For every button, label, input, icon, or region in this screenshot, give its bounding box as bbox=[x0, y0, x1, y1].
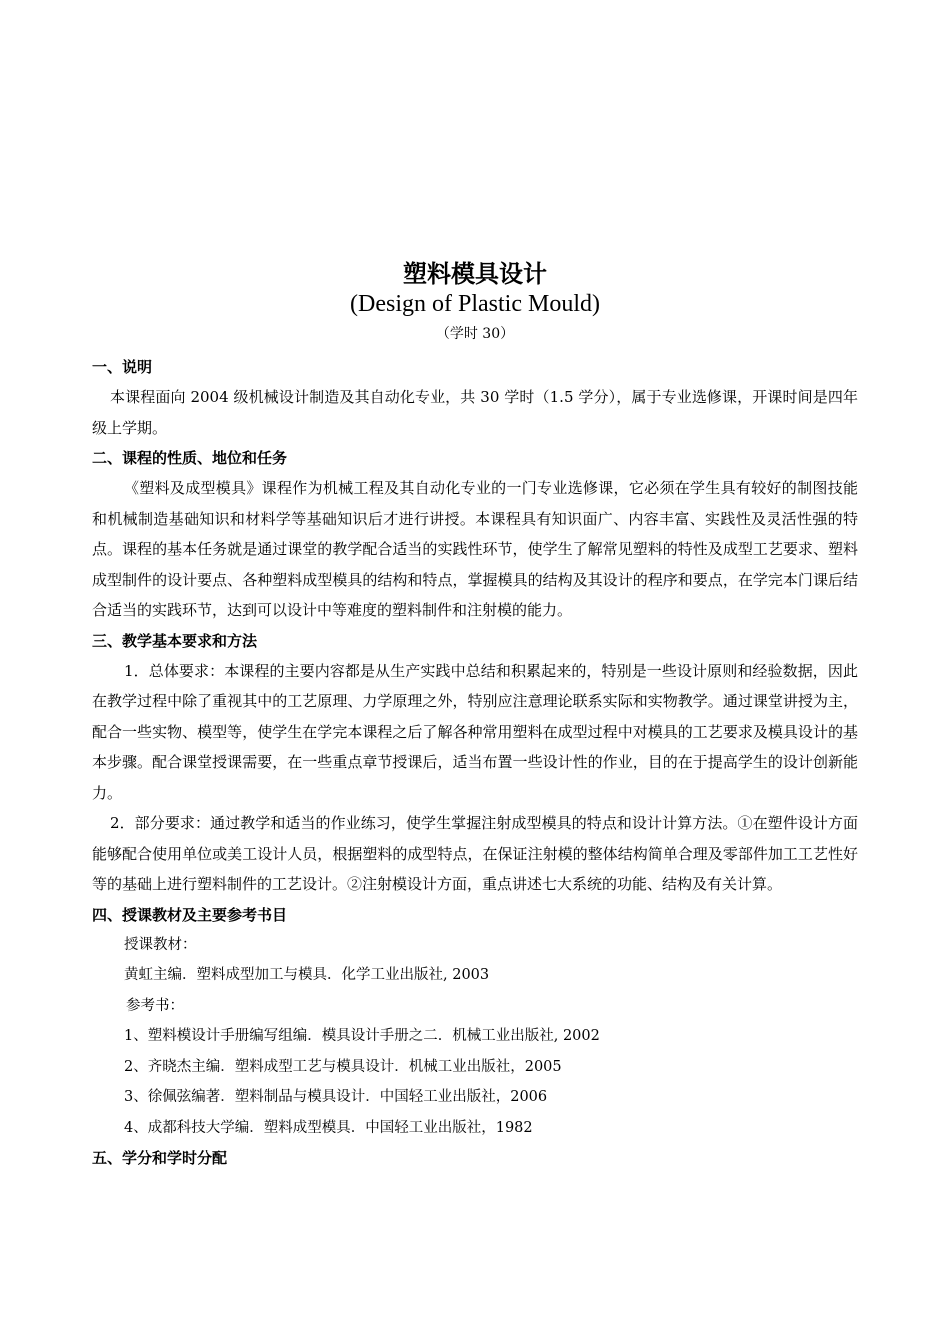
section-heading-credits: 五、学分和学时分配 bbox=[92, 1149, 228, 1167]
section-heading-description: 一、说明 bbox=[92, 358, 153, 376]
reference-item: 1、塑料模设计手册编写组编．模具设计手册之二．机械工业出版社, 2002 bbox=[124, 1028, 600, 1044]
requirements-partial-paragraph: 2．部分要求：通过教学和适当的作业练习，使学生掌握注射成型模具的特点和设计计算方法。①在塑件设计方面能够配合使用单位或美工设计人员，根据塑料的成型特点，在保证注射模的整体结构简单合理及零部件加工工艺性好等的基础上进行塑料制件的工艺设计。②注射模设计方面，重点讲述七大系统的功能、结构及有关计算。 bbox=[92, 814, 858, 893]
course-title: 塑料模具设计 bbox=[403, 260, 547, 288]
reference-item: 4、成都科技大学编．塑料成型模具．中国轻工业出版社，1982 bbox=[124, 1119, 533, 1136]
references-label: 参考书： bbox=[126, 997, 184, 1014]
nature-paragraph: 《塑料及成型模具》课程作为机械工程及其自动化专业的一门专业选修课，它必须在学生具有较好的制图技能和机械制造基础知识和材料学等基础知识后才进行讲授。本课程具有知识面广、内容丰富、实践性及灵活性强的特点。课程的基本任务就是通过课堂的教学配合适当的实践性环节，使学生了解常见塑料的特性及成型工艺要求、塑料成型制件的设计要点、各种塑料成型模具的结构和特点，掌握模具的结构及其设计的程序和要点，在学完本门课后结合适当的实践环节，达到可以设计中等难度的塑料制件和注射模的能力。 bbox=[92, 479, 858, 619]
textbook-entry: 黄虹主编．塑料成型加工与模具．化学工业出版社, 2003 bbox=[124, 967, 490, 983]
reference-item: 2、齐晓杰主编．塑料成型工艺与模具设计．机械工业出版社，2005 bbox=[124, 1058, 562, 1075]
textbook-label: 授课教材： bbox=[124, 936, 197, 953]
section-heading-requirements: 三、教学基本要求和方法 bbox=[92, 631, 258, 650]
description-paragraph: 本课程面向 2004 级机械设计制造及其自动化专业，共 30 学时（1.5 学分），属于专业选修课，开课时间是四年级上学期。 bbox=[92, 388, 858, 437]
course-title-english: (Design of Plastic Mould) bbox=[350, 291, 600, 317]
document-body bbox=[92, 352, 858, 1173]
course-hours: （学时 30） bbox=[435, 326, 515, 342]
section-heading-nature: 二、课程的性质、地位和任务 bbox=[92, 449, 288, 467]
section-heading-textbooks: 四、授课教材及主要参考书目 bbox=[92, 905, 288, 924]
requirements-overall-paragraph: 1．总体要求：本课程的主要内容都是从生产实践中总结和积累起来的，特别是一些设计原则和经验数据，因此在教学过程中除了重视其中的工艺原理、力学原理之外，特别应注意理论联系实际和实物教学。通过课堂讲授为主，配合一些实物、模型等，使学生在学完本课程之后了解各种常用塑料在成型过程中对模具的工艺要求及模具设计的基本步骤。配合课堂授课需要，在一些重点章节授课后，适当布置一些设计性的作业，目的在于提高学生的设计创新能力。 bbox=[92, 661, 858, 802]
reference-item: 3、徐佩弦编著．塑料制品与模具设计．中国轻工业出版社，2006 bbox=[124, 1089, 548, 1105]
